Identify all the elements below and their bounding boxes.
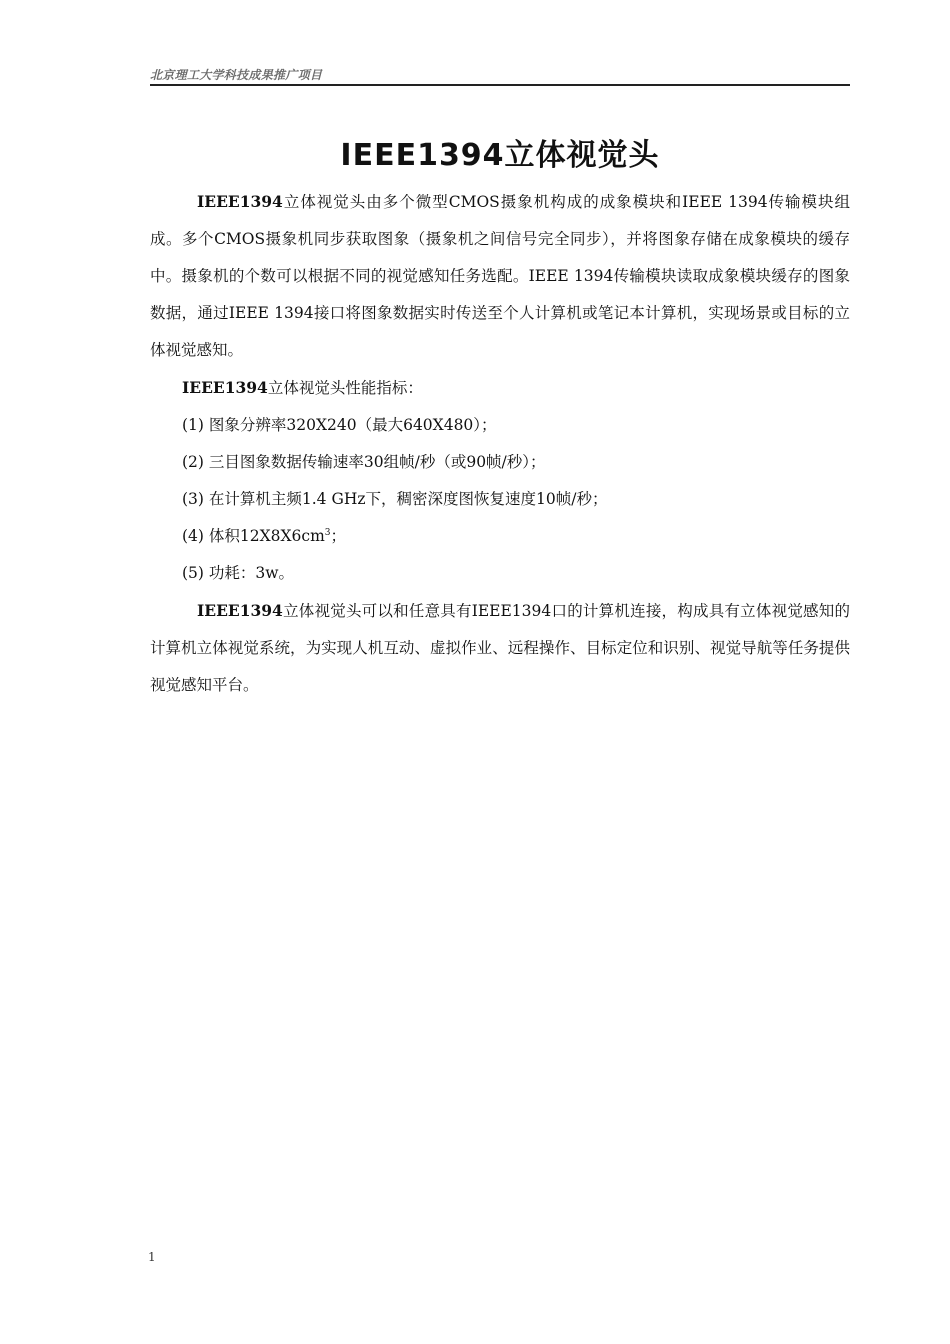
spec-item-volume xyxy=(150,518,850,555)
spec-item-depth-speed: (3) 在计算机主频1.4 GHz下，稠密深度图恢复速度10帧/秒； xyxy=(182,490,608,508)
document-body xyxy=(150,183,850,704)
closing-lead: IEEE1394 xyxy=(197,601,283,620)
document-title: IEEE1394立体视觉头 xyxy=(340,138,660,173)
spec-item-power: (5) 功耗：3w。 xyxy=(182,564,295,582)
page-number: 1 xyxy=(148,1250,156,1264)
intro-text: 立体视觉头由多个微型CMOS摄象机构成的成象模块和IEEE 1394传输模块组成。多个CMOS摄象机同步获取图象（摄象机之间信号完全同步），并将图象存储在成象模块的缓存中。摄象机的个数可以根据不同的视觉感知任务选配。IEEE 1394传输模块读取成象模块缓存的图象数据，通过IEEE 1394接口将图象数据实时传送至个人计算机或笔记本计算机，实现场景或目标的立体视觉感知。 xyxy=(150,193,850,359)
spec-item-transfer-rate: (2) 三目图象数据传输速率30组帧/秒（或90帧/秒）； xyxy=(182,453,546,471)
page-header xyxy=(150,64,850,86)
closing-text: 立体视觉头可以和任意具有IEEE1394口的计算机连接，构成具有立体视觉感知的计算机立体视觉系统，为实现人机互动、虚拟作业、远程操作、目标定位和识别、视觉导航等任务提供视觉感知平台。 xyxy=(150,602,850,694)
header-text: 北京理工大学科技成果推广项目 xyxy=(150,68,323,82)
spec-volume-text: (4) 体积12X8X6cm xyxy=(182,527,325,545)
spec-heading xyxy=(150,369,850,407)
spec-volume-superscript: 3 xyxy=(324,527,331,538)
spec-heading-lead: IEEE1394 xyxy=(182,378,268,397)
intro-paragraph xyxy=(150,183,850,369)
spec-item-resolution: (1) 图象分辨率320X240（最大640X480）； xyxy=(182,416,497,434)
closing-paragraph xyxy=(150,592,850,704)
spec-heading-text: 立体视觉头性能指标： xyxy=(267,379,423,397)
intro-lead: IEEE1394 xyxy=(197,192,283,211)
spec-volume-tail: ； xyxy=(330,527,347,545)
